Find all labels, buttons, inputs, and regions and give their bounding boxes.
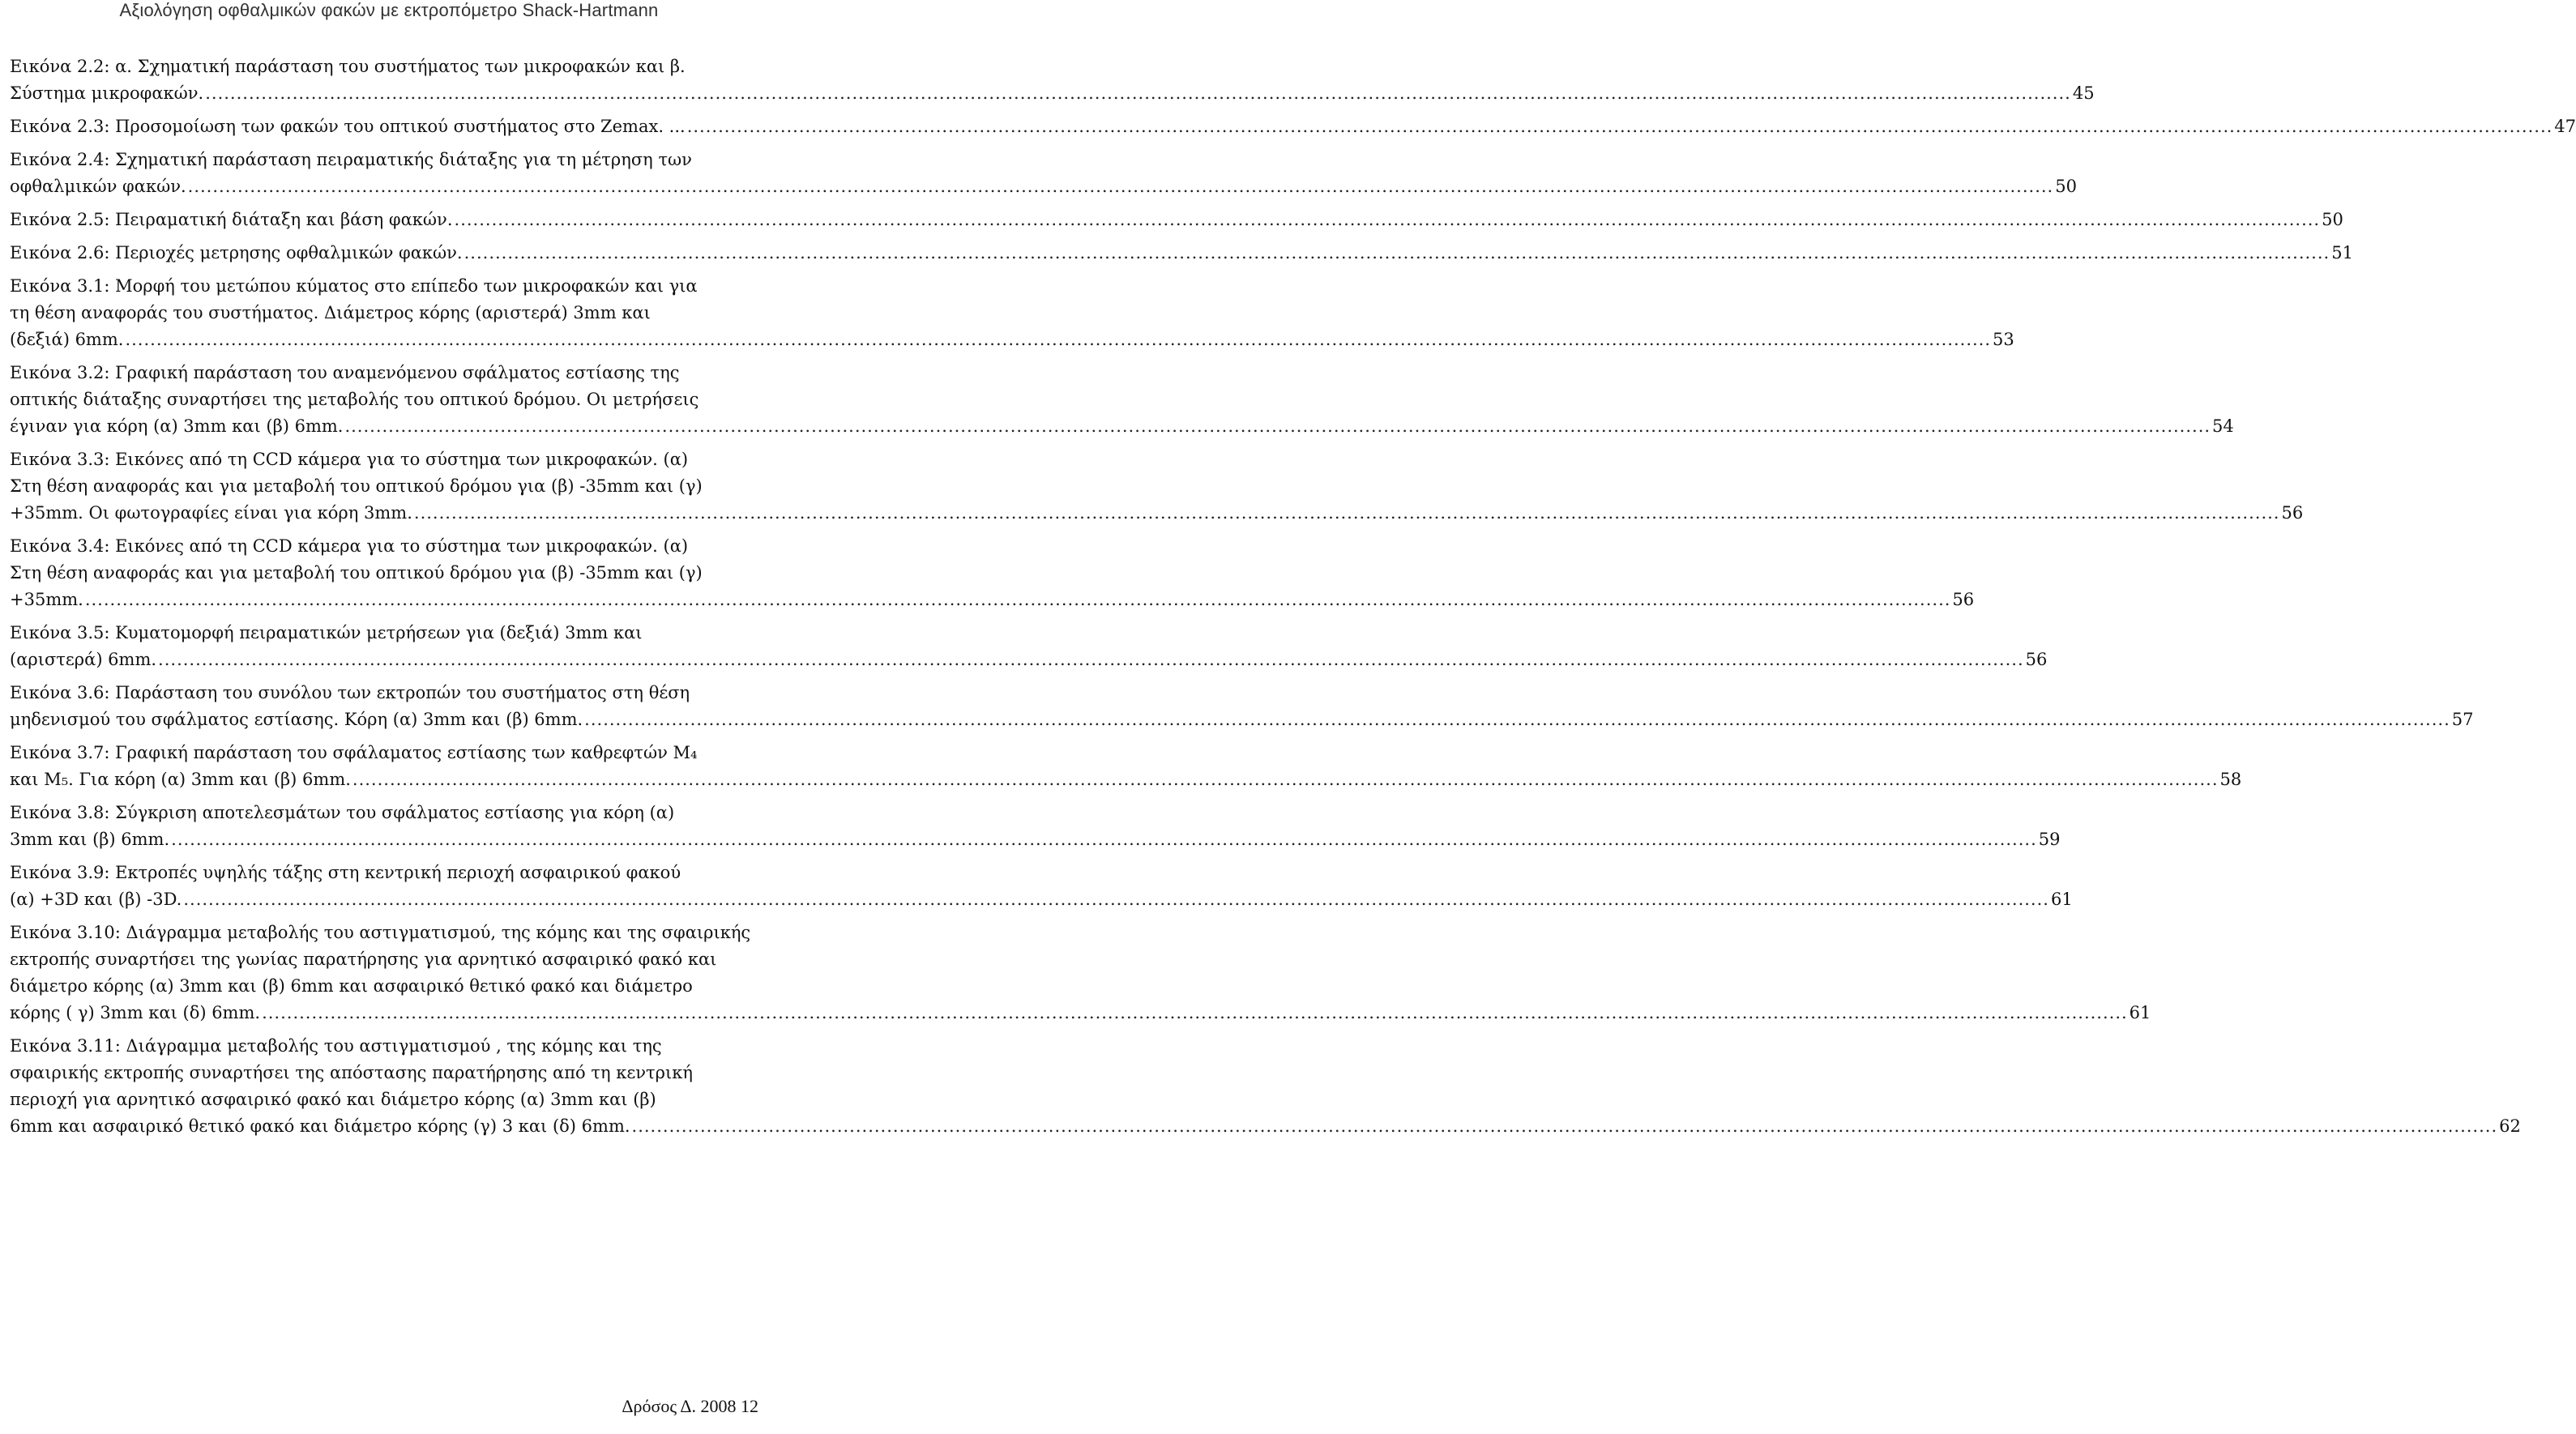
toc-entry-text: 6mm και ασφαιρικό θετικό φακό και διάμετρο κόρης (γ) 3 και (δ) 6mm. xyxy=(10,1116,630,1136)
toc-page-number: 50 xyxy=(2055,177,2077,196)
toc-entry-text: Εικόνα 3.6: Παράσταση του συνόλου των εκτροπών του συστήματος στη θέση xyxy=(10,683,690,702)
toc-entry-text: +35mm. Οι φωτογραφίες είναι για κόρη 3mm. xyxy=(10,503,412,523)
dot-leader: ............................................................................................................................................................................................................................................................................................................ xyxy=(158,650,2024,669)
toc-entry-text: σφαιρικής εκτροπής συναρτήσει της απόστασης παρατήρησης από τη κεντρική xyxy=(10,1063,693,1082)
toc-entry[interactable] xyxy=(10,53,2095,107)
toc-entry-text: Εικόνα 3.10: Διάγραμμα μεταβολής του αστιγματισμού, της κόμης και της σφαιρικής xyxy=(10,923,751,942)
toc-entry[interactable] xyxy=(10,446,2304,527)
toc-entry-text: Εικόνα 3.3: Εικόνες από τη CCD κάμερα για το σύστημα των μικροφακών. (α) xyxy=(10,450,689,469)
toc-entry[interactable] xyxy=(10,860,2073,913)
toc-entry-text: και M₅. Για κόρη (α) 3mm και (β) 6mm. xyxy=(10,770,351,789)
dot-leader: ............................................................................................................................................................................................................................................................................................................ xyxy=(183,890,2049,909)
toc-entry-text: εκτροπής συναρτήσει της γωνίας παρατήρησης για αρνητικό ασφαιρικό φακό και xyxy=(10,950,717,969)
toc-page-number: 53 xyxy=(1993,330,2014,349)
toc-entry[interactable] xyxy=(10,207,2343,233)
toc-page-number: 61 xyxy=(2050,890,2073,909)
toc-entry[interactable] xyxy=(10,920,2151,1026)
toc-entry-text: Εικόνα 3.7: Γραφική παράσταση του σφάλαματος εστίασης των καθρεφτών M₄ xyxy=(10,743,698,762)
toc-entry[interactable] xyxy=(10,240,2353,267)
toc-page-number: 47 xyxy=(2554,117,2576,136)
toc-entry[interactable] xyxy=(10,113,2576,140)
toc-page-number: 56 xyxy=(2025,650,2048,669)
dot-leader: ............................................................................................................................................................................................................................................................................................................ xyxy=(584,710,2450,729)
toc-entry-text: περιοχή για αρνητικό ασφαιρικό φακό και διάμετρο κόρης (α) 3mm και (β) xyxy=(10,1090,656,1109)
toc-entry-text: μηδενισμού του σφάλματος εστίασης. Κόρη (α) 3mm και (β) 6mm. xyxy=(10,710,583,729)
toc-entry[interactable] xyxy=(10,620,2048,673)
toc-entry-text: οπτικής διάταξης συναρτήσει της μεταβολής του οπτικού δρόμου. Οι μετρήσεις xyxy=(10,390,699,409)
dot-leader: ............................................................................................................................................................................................................................................................................................................ xyxy=(464,243,2330,262)
toc-page-number: 62 xyxy=(2499,1116,2521,1136)
toc-entry-text: Εικόνα 2.2: α. Σχηματική παράσταση του συστήματος των μικροφακών και β. xyxy=(10,57,686,76)
dot-leader: ............................................................................................................................................................................................................................................................................................................ xyxy=(631,1116,2498,1136)
toc-entry-text: +35mm. xyxy=(10,590,83,609)
dot-leader: ............................................................................................................................................................................................................................................................................................................ xyxy=(454,210,2321,229)
toc-entry-text: (αριστερά) 6mm. xyxy=(10,650,157,669)
toc-entry-text: Εικόνα 3.1: Μορφή του μετώπου κύματος στο επίπεδο των μικροφακών και για xyxy=(10,276,698,296)
list-of-figures xyxy=(10,53,2576,1146)
toc-entry[interactable] xyxy=(10,147,2077,200)
dot-leader: ............................................................................................................................................................................................................................................................................................................ xyxy=(344,416,2211,436)
toc-entry-text: (δεξιά) 6mm. xyxy=(10,330,124,349)
toc-entry-text: οφθαλμικών φακών. xyxy=(10,177,186,196)
toc-entry[interactable] xyxy=(10,740,2242,793)
dot-leader: ............................................................................................................................................................................................................................................................................................................ xyxy=(413,503,2280,523)
toc-page-number: 56 xyxy=(1952,590,1975,609)
toc-entry[interactable] xyxy=(10,533,1975,613)
toc-entry-text: έγιναν για κόρη (α) 3mm και (β) 6mm. xyxy=(10,416,344,436)
toc-entry[interactable] xyxy=(10,800,2061,853)
toc-entry-text: 3mm και (β) 6mm. xyxy=(10,830,170,849)
toc-page-number: 50 xyxy=(2322,210,2343,229)
toc-entry-text: Σύστημα μικροφακών. xyxy=(10,83,204,103)
dot-leader: ............................................................................................................................................................................................................................................................................................................ xyxy=(352,770,2219,789)
toc-page-number: 57 xyxy=(2451,710,2474,729)
toc-entry-text: κόρης ( γ) 3mm και (δ) 6mm. xyxy=(10,1003,261,1022)
toc-page-number: 61 xyxy=(2129,1003,2151,1022)
dot-leader: ............................................................................................................................................................................................................................................................................................................ xyxy=(205,83,2071,103)
toc-page-number: 51 xyxy=(2331,243,2353,262)
dot-leader: ............................................................................................................................................................................................................................................................................................................ xyxy=(262,1003,2128,1022)
running-header: Αξιολόγηση οφθαλμικών φακών με εκτροπόμετρο Shack-Hartmann xyxy=(119,0,659,20)
toc-entry-text: Στη θέση αναφοράς και για μεταβολή του οπτικού δρόμου για (β) -35mm και (γ) xyxy=(10,563,703,583)
toc-entry-text: Εικόνα 2.4: Σχηματική παράσταση πειραματικής διάταξης για τη μέτρηση των xyxy=(10,150,692,169)
dot-leader: ............................................................................................................................................................................................................................................................................................................ xyxy=(187,177,2054,196)
toc-entry-text: Εικόνα 3.8: Σύγκριση αποτελεσμάτων του σφάλματος εστίασης για κόρη (α) xyxy=(10,803,675,822)
toc-entry-text: (α) +3D και (β) -3D. xyxy=(10,890,182,909)
toc-page-number: 45 xyxy=(2072,83,2095,103)
toc-page-number: 54 xyxy=(2212,416,2234,436)
toc-entry[interactable] xyxy=(10,1033,2521,1140)
page-footer: Δρόσος Δ. 2008 12 xyxy=(622,1396,758,1416)
toc-entry-text: Εικόνα 3.9: Εκτροπές υψηλής τάξης στη κεντρική περιοχή ασφαιρικού φακού xyxy=(10,863,681,882)
toc-entry[interactable] xyxy=(10,680,2474,733)
toc-page-number: 59 xyxy=(2038,830,2061,849)
toc-page-number: 56 xyxy=(2281,503,2304,523)
toc-entry-text: Εικόνα 2.5: Πειραματική διάταξη και βάση φακών. xyxy=(10,210,453,229)
toc-entry-text: τη θέση αναφοράς του συστήματος. Διάμετρος κόρης (αριστερά) 3mm και xyxy=(10,303,651,322)
dot-leader: ............................................................................................................................................................................................................................................................................................................ xyxy=(171,830,2037,849)
toc-entry[interactable] xyxy=(10,360,2234,440)
toc-entry-text: Εικόνα 3.5: Κυματομορφή πειραματικών μετρήσεων για (δεξιά) 3mm και xyxy=(10,623,643,642)
toc-entry-text: Στη θέση αναφοράς και για μεταβολή του οπτικού δρόμου για (β) -35mm και (γ) xyxy=(10,476,703,496)
toc-entry-text: διάμετρο κόρης (α) 3mm και (β) 6mm και ασφαιρικό θετικό φακό και διάμετρο xyxy=(10,976,693,996)
toc-entry-text: Εικόνα 3.2: Γραφική παράσταση του αναμενόμενου σφάλματος εστίασης της xyxy=(10,363,680,382)
toc-page-number: 58 xyxy=(2219,770,2242,789)
toc-entry-text: Εικόνα 3.4: Εικόνες από τη CCD κάμερα για το σύστημα των μικροφακών. (α) xyxy=(10,536,689,556)
toc-entry[interactable] xyxy=(10,273,2014,353)
dot-leader: ............................................................................................................................................................................................................................................................................................................ xyxy=(84,590,1951,609)
toc-entry-text: Εικόνα 3.11: Διάγραμμα μεταβολής του αστιγματισμού , της κόμης και της xyxy=(10,1036,662,1056)
toc-entry-text: Εικόνα 2.6: Περιοχές μετρησης οφθαλμικών φακών. xyxy=(10,243,463,262)
dot-leader: ............................................................................................................................................................................................................................................................................................................ xyxy=(125,330,1992,349)
toc-entry-text: Εικόνα 2.3: Προσομοίωση των φακών του οπτικού συστήματος στο Zemax. ... xyxy=(10,117,686,136)
dot-leader: ............................................................................................................................................................................................................................................................................................................ xyxy=(686,117,2553,136)
